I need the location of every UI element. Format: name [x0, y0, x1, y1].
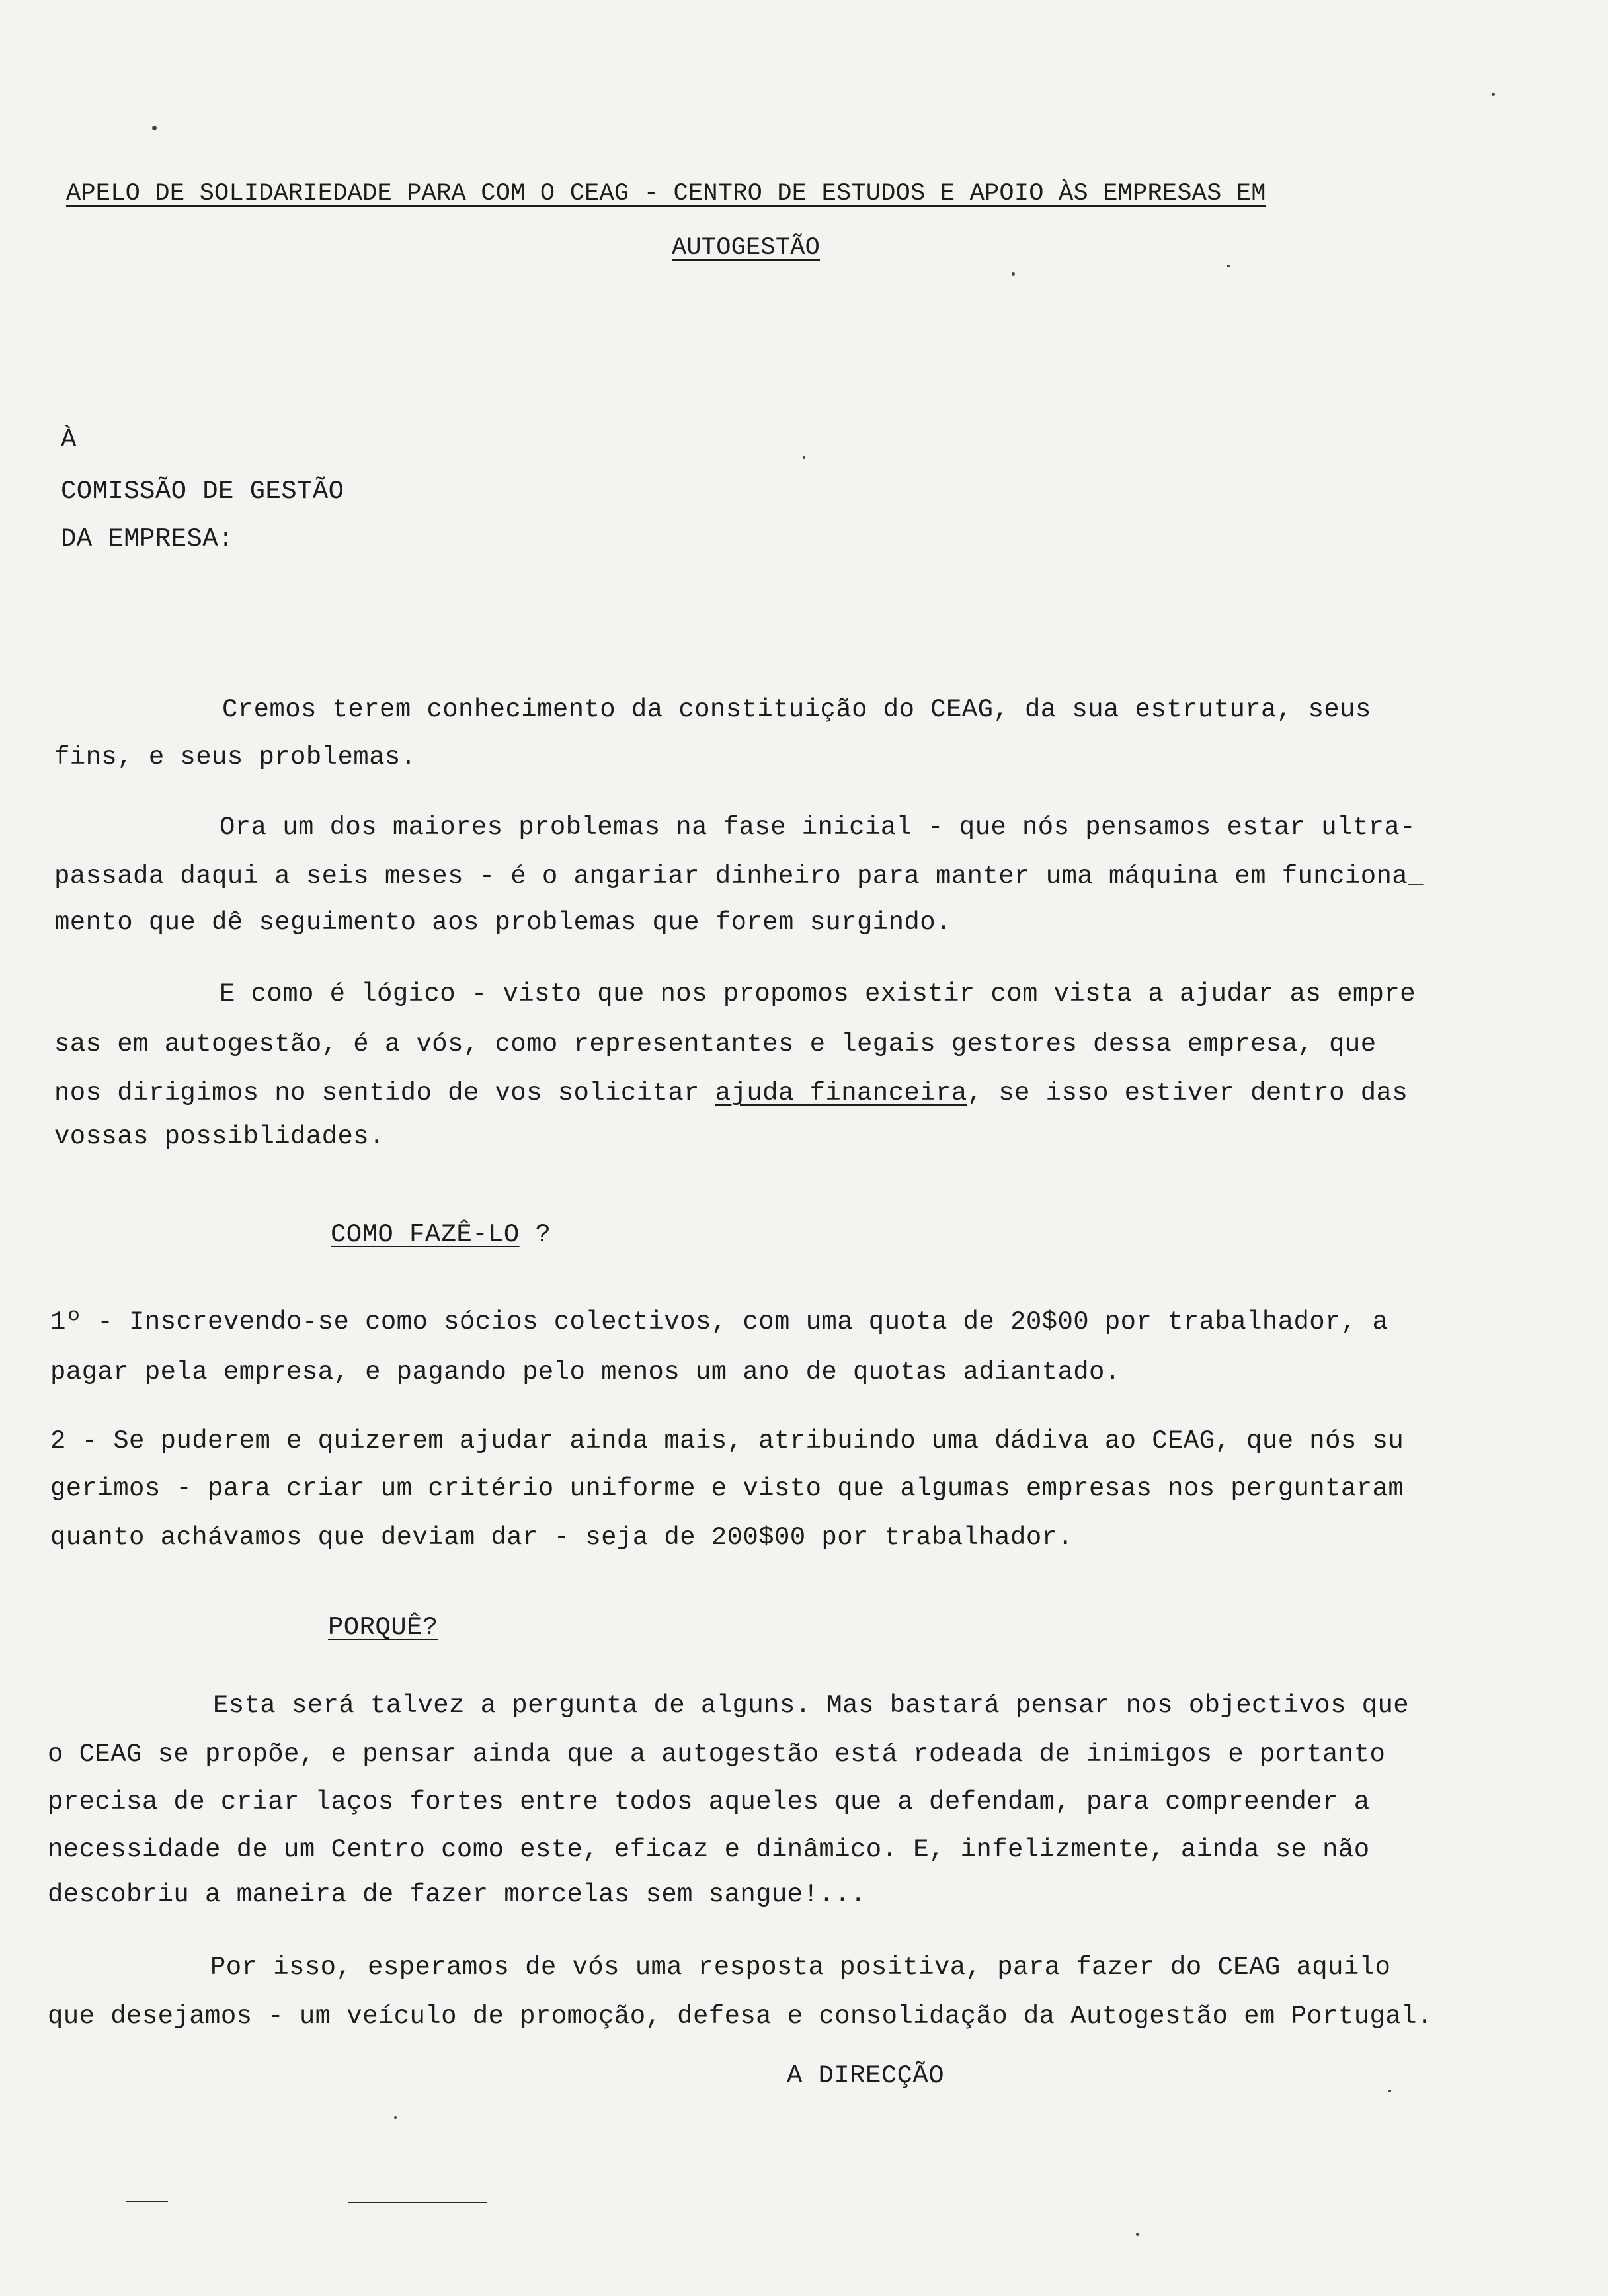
item-1-line-1: 1º - Inscrevendo-se como sócios colectivos, com uma quota de 20$00 por trabalhador, a — [50, 1307, 1388, 1336]
recipient-line-3: DA EMPRESA: — [61, 524, 234, 554]
paragraph-2-line-3: mento que dê seguimento aos problemas que forem surgindo. — [54, 908, 951, 937]
paragraph-5-line-2: que desejamos - um veículo de promoção, defesa e consolidação da Autogestão em Portugal. — [48, 2002, 1433, 2031]
paragraph-3-line-3-start: nos dirigimos no sentido de vos solicitar — [54, 1079, 715, 1108]
item-2-line-2: gerimos - para criar um critério uniforme e visto que algumas empresas nos perguntaram — [50, 1474, 1404, 1503]
paragraph-4-line-4: necessidade de um Centro como este, eficaz e dinâmico. E, infelizmente, ainda se não — [48, 1835, 1370, 1864]
paragraph-1-line-1: Cremos terem conhecimento da constituição do CEAG, da sua estrutura, seus — [222, 695, 1371, 724]
document-title-line-1: APELO DE SOLIDARIEDADE PARA COM O CEAG - CENTRO DE ESTUDOS E APOIO ÀS EMPRESAS EM — [66, 180, 1266, 208]
scan-speck — [152, 126, 157, 130]
bottom-rule-center — [348, 2202, 487, 2203]
paragraph-4-line-3: precisa de criar laços fortes entre todos aqueles que a defendam, para compreender a — [48, 1787, 1370, 1817]
scan-speck — [1492, 93, 1495, 96]
paragraph-2-line-1: Ora um dos maiores problemas na fase inicial - que nós pensamos estar ultra- — [220, 813, 1416, 842]
item-2-line-1: 2 - Se puderem e quizerem ajudar ainda mais, atribuindo uma dádiva ao CEAG, que nós su — [50, 1426, 1404, 1456]
paragraph-4-line-5: descobriu a maneira de fazer morcelas sem sangue!... — [48, 1880, 866, 1909]
document-title-line-2: AUTOGESTÃO — [672, 234, 821, 262]
heading-como-fazelo — [331, 1218, 551, 1251]
bottom-rule-left — [126, 2201, 168, 2202]
recipient-line-1: À — [61, 425, 77, 454]
paragraph-3-line-1: E como é lógico - visto que nos propomos existir com vista a ajudar as empre — [220, 979, 1416, 1008]
paragraph-3-line-2: sas em autogestão, é a vós, como representantes e legais gestores dessa empresa, que — [54, 1030, 1377, 1059]
scan-speck — [1227, 265, 1230, 267]
paragraph-1-line-2: fins, e seus problemas. — [54, 743, 417, 772]
recipient-line-2: COMISSÃO DE GESTÃO — [61, 477, 344, 506]
item-1-line-2: pagar pela empresa, e pagando pelo menos um ano de quotas adiantado. — [50, 1358, 1121, 1387]
paragraph-3-line-3-end: , se isso estiver dentro das — [967, 1079, 1408, 1108]
scan-speck — [1136, 2233, 1139, 2236]
scan-speck — [1012, 272, 1015, 276]
heading-porque: PORQUÊ? — [328, 1613, 438, 1642]
scan-speck — [1388, 2090, 1391, 2092]
paragraph-4-line-2: o CEAG se propõe, e pensar ainda que a autogestão está rodeada de inimigos e portanto — [48, 1740, 1386, 1769]
financial-aid-underlined: ajuda financeira — [715, 1079, 967, 1108]
paragraph-5-line-1: Por isso, esperamos de vós uma resposta positiva, para fazer do CEAG aquilo — [210, 1953, 1391, 1982]
paragraph-4-line-1: Esta será talvez a pergunta de alguns. Mas bastará pensar nos objectivos que — [213, 1691, 1410, 1720]
scan-speck — [803, 456, 805, 459]
paragraph-3-line-3 — [54, 1077, 1408, 1110]
heading-como-fazelo-text: COMO FAZÊ-LO — [331, 1220, 520, 1249]
paragraph-3-line-4: vossas possiblidades. — [54, 1122, 385, 1151]
paragraph-2-line-2: passada daqui a seis meses - é o angariar dinheiro para manter uma máquina em funciona_ — [54, 862, 1424, 891]
item-2-line-3: quanto achávamos que deviam dar - seja de 200$00 por trabalhador. — [50, 1523, 1074, 1552]
heading-como-fazelo-mark: ? — [519, 1220, 551, 1249]
scan-speck — [394, 2116, 397, 2119]
signature: A DIRECÇÃO — [787, 2061, 945, 2090]
